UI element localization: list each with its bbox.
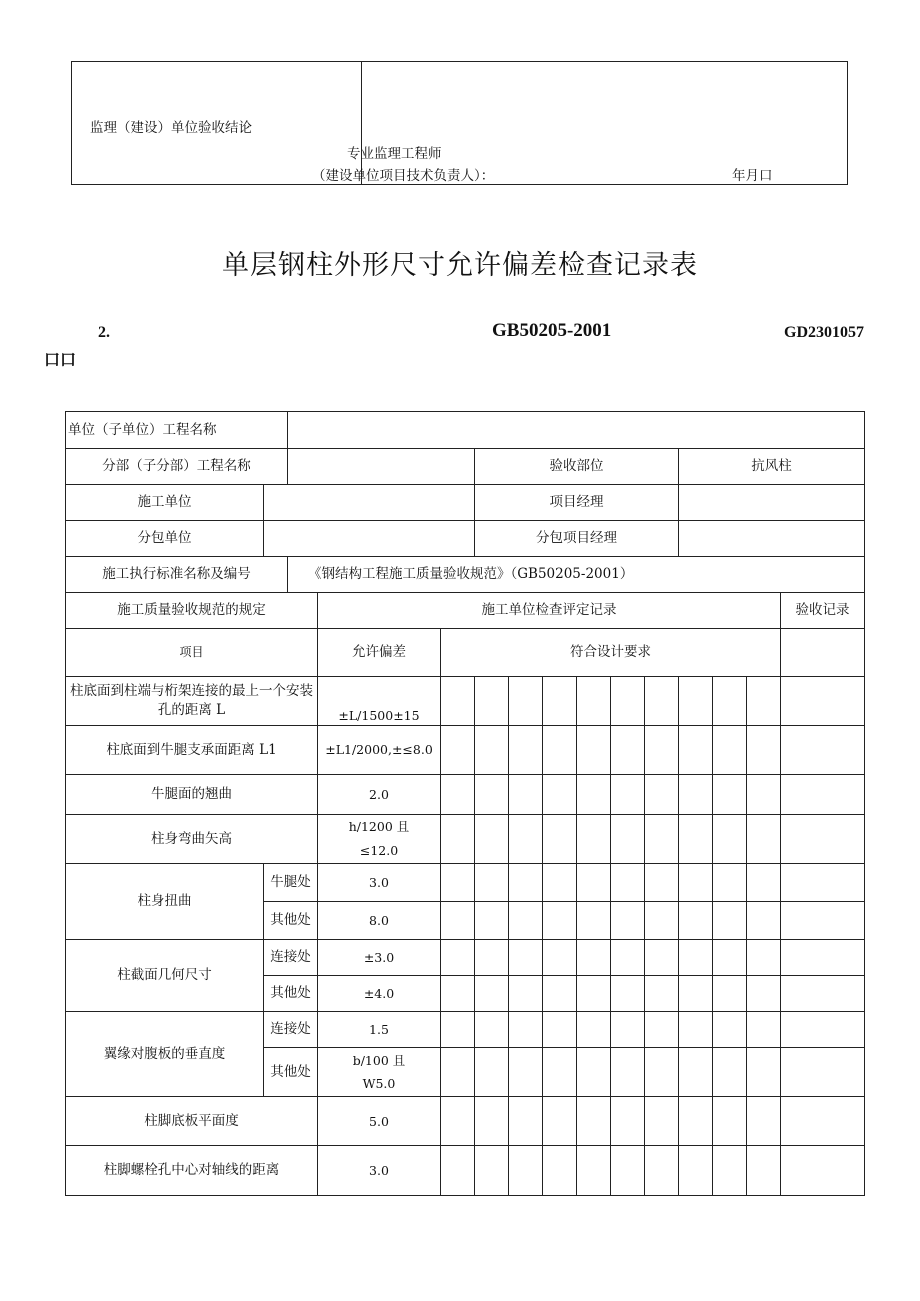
record-cell[interactable] — [781, 815, 865, 864]
record-cell[interactable] — [441, 976, 475, 1012]
table-row — [66, 629, 865, 677]
record-cell[interactable] — [441, 1048, 475, 1097]
record-cell[interactable] — [645, 1146, 679, 1196]
record-cell[interactable] — [577, 726, 611, 775]
record-cell[interactable] — [611, 775, 645, 815]
record-cell[interactable] — [475, 1012, 509, 1048]
tolerance-cell: 8.0 — [318, 902, 441, 940]
table-row — [66, 815, 865, 864]
tolerance-cell: h/1200 且≤12.0 — [318, 815, 441, 864]
record-cell[interactable] — [509, 815, 543, 864]
record-cell[interactable] — [713, 1146, 747, 1196]
record-cell[interactable] — [645, 1097, 679, 1146]
record-cell[interactable] — [611, 902, 645, 940]
record-cell[interactable] — [747, 864, 781, 902]
item-cell: 柱截面几何尺寸 — [66, 940, 264, 1012]
record-cell[interactable] — [577, 775, 611, 815]
table-row — [66, 1146, 865, 1196]
item-header: 项目 — [66, 629, 318, 677]
table-row — [66, 449, 865, 485]
record-cell[interactable] — [713, 1097, 747, 1146]
record-cell[interactable] — [543, 1012, 577, 1048]
record-cell[interactable] — [747, 726, 781, 775]
record-cell[interactable] — [781, 976, 865, 1012]
record-cell[interactable] — [747, 940, 781, 976]
record-cell[interactable] — [611, 940, 645, 976]
contractor-value[interactable] — [264, 485, 475, 521]
accept-record-cell[interactable] — [781, 629, 865, 677]
record-cell[interactable] — [713, 864, 747, 902]
record-cell[interactable] — [611, 677, 645, 726]
record-cell[interactable] — [645, 976, 679, 1012]
sub-item-cell: 其他处 — [264, 1048, 318, 1097]
record-cell[interactable] — [781, 940, 865, 976]
record-cell[interactable] — [475, 902, 509, 940]
tolerance-cell: 3.0 — [318, 864, 441, 902]
record-cell[interactable] — [781, 1012, 865, 1048]
inspection-table — [65, 411, 865, 1196]
record-cell[interactable] — [543, 775, 577, 815]
table-row — [66, 940, 865, 976]
record-cell[interactable] — [645, 726, 679, 775]
record-cell[interactable] — [781, 1146, 865, 1196]
accept-part-value: 抗风柱 — [679, 449, 865, 485]
sub-item-cell: 连接处 — [264, 1012, 318, 1048]
record-cell[interactable] — [645, 1048, 679, 1097]
record-cell[interactable] — [577, 1012, 611, 1048]
record-cell[interactable] — [645, 1012, 679, 1048]
spec-header: 施工质量验收规范的规定 — [66, 593, 318, 629]
record-cell[interactable] — [679, 677, 713, 726]
record-cell[interactable] — [475, 677, 509, 726]
record-cell[interactable] — [713, 815, 747, 864]
record-cell[interactable] — [509, 726, 543, 775]
record-cell[interactable] — [543, 864, 577, 902]
record-cell[interactable] — [509, 940, 543, 976]
record-cell[interactable] — [475, 940, 509, 976]
record-cell[interactable] — [543, 815, 577, 864]
table-row — [66, 1012, 865, 1048]
record-cell[interactable] — [475, 976, 509, 1012]
record-cell[interactable] — [509, 902, 543, 940]
record-cell[interactable] — [713, 677, 747, 726]
record-cell[interactable] — [577, 815, 611, 864]
record-cell[interactable] — [543, 1146, 577, 1196]
design-req-header: 符合设计要求 — [441, 629, 781, 677]
record-cell[interactable] — [645, 940, 679, 976]
record-cell[interactable] — [747, 1097, 781, 1146]
record-cell[interactable] — [441, 940, 475, 976]
acceptance-conclusion-label: 监理（建设）单位验收结论 — [90, 120, 252, 136]
record-cell[interactable] — [679, 775, 713, 815]
item-cell: 柱身扭曲 — [66, 864, 264, 940]
table-row — [66, 775, 865, 815]
tolerance-header: 允许偏差 — [318, 629, 441, 677]
record-cell[interactable] — [509, 1146, 543, 1196]
table-row — [66, 485, 865, 521]
record-cell[interactable] — [747, 775, 781, 815]
record-cell[interactable] — [543, 677, 577, 726]
supervising-engineer-label: 专业监理工程师 — [347, 146, 442, 162]
sub-name-label: 分部（子分部）工程名称 — [66, 449, 288, 485]
unit-name-label: 单位（子单位）工程名称 — [66, 412, 288, 449]
record-cell[interactable] — [475, 864, 509, 902]
record-cell[interactable] — [475, 1048, 509, 1097]
table-row — [66, 412, 865, 449]
subcontractor-label: 分包单位 — [66, 521, 264, 557]
record-cell[interactable] — [441, 902, 475, 940]
tolerance-cell: ±3.0 — [318, 940, 441, 976]
record-cell[interactable] — [645, 902, 679, 940]
tolerance-cell: 1.5 — [318, 1012, 441, 1048]
item-cell: 牛腿面的翘曲 — [66, 775, 318, 815]
record-cell[interactable] — [713, 940, 747, 976]
record-cell[interactable] — [509, 677, 543, 726]
record-cell[interactable] — [441, 864, 475, 902]
record-cell[interactable] — [679, 902, 713, 940]
record-cell[interactable] — [543, 1048, 577, 1097]
record-cell[interactable] — [441, 815, 475, 864]
table-row — [66, 521, 865, 557]
tolerance-cell: ±L/1500±15 — [318, 677, 441, 726]
tolerance-cell: ±4.0 — [318, 976, 441, 1012]
sub-item-cell: 牛腿处 — [264, 864, 318, 902]
record-cell[interactable] — [543, 940, 577, 976]
record-cell[interactable] — [781, 902, 865, 940]
record-cell[interactable] — [781, 864, 865, 902]
record-cell[interactable] — [781, 677, 865, 726]
record-cell[interactable] — [679, 1048, 713, 1097]
record-cell[interactable] — [679, 815, 713, 864]
record-cell[interactable] — [441, 677, 475, 726]
record-cell[interactable] — [747, 902, 781, 940]
item-cell: 柱底面到牛腿支承面距离 L1 — [66, 726, 318, 775]
sub-item-cell: 其他处 — [264, 976, 318, 1012]
record-cell[interactable] — [645, 864, 679, 902]
record-cell[interactable] — [543, 902, 577, 940]
table-row — [66, 864, 865, 902]
record-cell[interactable] — [611, 726, 645, 775]
record-cell[interactable] — [747, 815, 781, 864]
record-cell[interactable] — [747, 1048, 781, 1097]
record-cell[interactable] — [577, 976, 611, 1012]
record-cell[interactable] — [543, 976, 577, 1012]
table-row — [66, 557, 865, 593]
record-cell[interactable] — [509, 1012, 543, 1048]
record-cell[interactable] — [679, 864, 713, 902]
tolerance-cell: 5.0 — [318, 1097, 441, 1146]
record-cell[interactable] — [611, 864, 645, 902]
tolerance-cell: b/100 且W5.0 — [318, 1048, 441, 1097]
item-cell: 翼缘对腹板的垂直度 — [66, 1012, 264, 1097]
record-cell[interactable] — [509, 1097, 543, 1146]
item-cell: 柱底面到柱端与桁架连接的最上一个安装孔的距离 L — [66, 677, 318, 726]
record-cell[interactable] — [713, 775, 747, 815]
record-cell[interactable] — [441, 726, 475, 775]
record-cell[interactable] — [441, 1146, 475, 1196]
record-cell[interactable] — [509, 775, 543, 815]
unit-name-value[interactable] — [288, 412, 865, 449]
record-cell[interactable] — [475, 1146, 509, 1196]
item-cell: 柱脚螺栓孔中心对轴线的距离 — [66, 1146, 318, 1196]
record-cell[interactable] — [611, 976, 645, 1012]
record-cell[interactable] — [645, 815, 679, 864]
record-cell[interactable] — [611, 815, 645, 864]
record-cell[interactable] — [679, 976, 713, 1012]
record-cell[interactable] — [475, 815, 509, 864]
table-row — [66, 1097, 865, 1146]
standard-code: GB50205-2001 — [492, 320, 612, 341]
record-cell[interactable] — [611, 1146, 645, 1196]
record-cell[interactable] — [611, 1097, 645, 1146]
accept-part-label: 验收部位 — [475, 449, 679, 485]
record-cell[interactable] — [509, 864, 543, 902]
sub-pm-value[interactable] — [679, 521, 865, 557]
record-cell[interactable] — [577, 902, 611, 940]
standard-label: 施工执行标准名称及编号 — [66, 557, 288, 593]
record-cell[interactable] — [679, 1012, 713, 1048]
record-cell[interactable] — [747, 976, 781, 1012]
item-cell: 柱身弯曲矢高 — [66, 815, 318, 864]
subcontractor-value[interactable] — [264, 521, 475, 557]
record-cell[interactable] — [781, 1048, 865, 1097]
record-cell[interactable] — [475, 1097, 509, 1146]
page-title: 单层钢柱外形尺寸允许偏差检查记录表 — [222, 250, 698, 281]
record-cell[interactable] — [713, 726, 747, 775]
record-cell[interactable] — [577, 864, 611, 902]
sub-pm-label: 分包项目经理 — [475, 521, 679, 557]
record-cell[interactable] — [441, 1012, 475, 1048]
contractor-label: 施工单位 — [66, 485, 264, 521]
item-cell: 柱脚底板平面度 — [66, 1097, 318, 1146]
record-cell[interactable] — [781, 726, 865, 775]
checkbox-glyphs: 口口 — [44, 350, 77, 369]
record-cell[interactable] — [441, 775, 475, 815]
record-cell[interactable] — [747, 677, 781, 726]
sub-name-value[interactable] — [288, 449, 475, 485]
date-label: 年月口 — [732, 168, 773, 184]
sub-item-cell: 连接处 — [264, 940, 318, 976]
pm-value[interactable] — [679, 485, 865, 521]
record-cell[interactable] — [679, 1146, 713, 1196]
record-cell[interactable] — [475, 726, 509, 775]
record-cell[interactable] — [645, 775, 679, 815]
tolerance-cell: ±L1/2000,±≤8.0 — [318, 726, 441, 775]
accept-record-header: 验收记录 — [781, 593, 865, 629]
record-cell[interactable] — [509, 976, 543, 1012]
record-cell[interactable] — [577, 677, 611, 726]
record-cell[interactable] — [577, 1146, 611, 1196]
record-cell[interactable] — [781, 775, 865, 815]
record-cell[interactable] — [645, 677, 679, 726]
tolerance-cell: 2.0 — [318, 775, 441, 815]
table-row — [66, 593, 865, 629]
tolerance-cell: 3.0 — [318, 1146, 441, 1196]
record-cell[interactable] — [747, 1012, 781, 1048]
table-row — [66, 677, 865, 726]
record-cell[interactable] — [781, 1097, 865, 1146]
document-number: GD2301057 — [784, 324, 864, 341]
record-cell[interactable] — [577, 1097, 611, 1146]
record-cell[interactable] — [713, 976, 747, 1012]
sub-item-cell: 其他处 — [264, 902, 318, 940]
check-record-header: 施工单位检查评定记录 — [318, 593, 781, 629]
record-cell[interactable] — [679, 1097, 713, 1146]
record-cell[interactable] — [543, 1097, 577, 1146]
record-cell[interactable] — [747, 1146, 781, 1196]
item-number: 2. — [98, 324, 110, 341]
record-cell[interactable] — [713, 1012, 747, 1048]
record-cell[interactable] — [713, 1048, 747, 1097]
acceptance-conclusion-box — [71, 61, 848, 185]
record-cell[interactable] — [475, 775, 509, 815]
record-cell[interactable] — [713, 902, 747, 940]
table-row — [66, 726, 865, 775]
record-cell[interactable] — [509, 1048, 543, 1097]
record-cell[interactable] — [611, 1048, 645, 1097]
standard-value: 《钢结构工程施工质量验收规范》（GB50205-2001） — [288, 557, 865, 593]
record-cell[interactable] — [441, 1097, 475, 1146]
technical-leader-label: （建设单位项目技术负责人）： — [312, 168, 495, 184]
record-cell[interactable] — [679, 940, 713, 976]
record-cell[interactable] — [543, 726, 577, 775]
record-cell[interactable] — [577, 1048, 611, 1097]
record-cell[interactable] — [679, 726, 713, 775]
pm-label: 项目经理 — [475, 485, 679, 521]
record-cell[interactable] — [611, 1012, 645, 1048]
record-cell[interactable] — [577, 940, 611, 976]
